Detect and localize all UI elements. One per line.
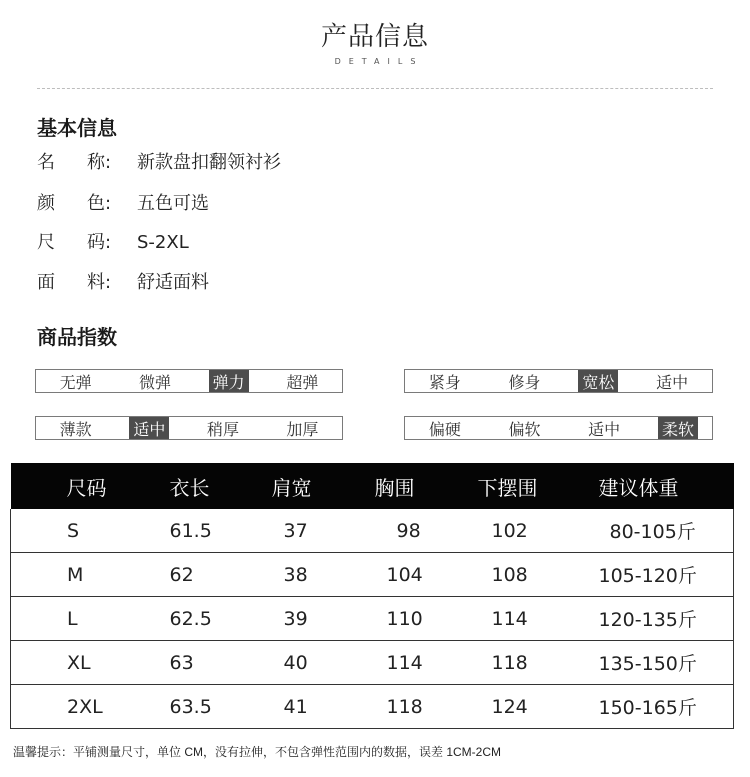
elasticity-index (35, 369, 343, 393)
info-label-a: 颜 (37, 193, 55, 214)
size-table (10, 463, 734, 729)
table-cell: 120-135斤 (599, 597, 734, 641)
info-value: 新款盘扣翻领衬衫 (137, 152, 281, 173)
info-label-a: 面 (37, 272, 55, 293)
size-table-header (11, 463, 734, 509)
info-label-b: 色: (87, 193, 112, 214)
table-cell: 37 (272, 509, 375, 553)
info-row-size (37, 229, 189, 257)
index-option: 加厚 (286, 419, 319, 439)
index-option: 无弹 (59, 372, 92, 392)
info-label-a: 名 (37, 152, 55, 173)
table-cell: 63 (170, 641, 272, 685)
index-option: 偏软 (508, 419, 541, 439)
dotted-divider (37, 88, 713, 89)
info-value: S-2XL (137, 232, 189, 253)
table-cell: 80-105斤 (599, 509, 734, 553)
table-cell: 118 (476, 641, 599, 685)
table-cell: 2XL (11, 685, 170, 729)
table-cell: 104 (375, 553, 476, 597)
table-cell: 61.5 (170, 509, 272, 553)
table-cell: 118 (375, 685, 476, 729)
table-cell: L (11, 597, 170, 641)
header-cell: 肩宽 (272, 463, 375, 509)
table-row (11, 641, 734, 685)
info-label-b: 料: (87, 272, 112, 293)
header-cell: 胸围 (375, 463, 476, 509)
info-row-color (37, 190, 209, 218)
table-cell: 62.5 (170, 597, 272, 641)
table-cell: 110 (375, 597, 476, 641)
info-value: 舒适面料 (137, 272, 209, 293)
table-cell: 102 (476, 509, 599, 553)
table-cell: 62 (170, 553, 272, 597)
measurement-note: 温馨提示：平铺测量尺寸，单位 CM，没有拉伸，不包含弹性范围内的数据，误差 1CM-2CM (13, 745, 502, 759)
table-cell: XL (11, 641, 170, 685)
basic-info-heading: 基本信息 (37, 116, 117, 140)
table-cell: 150-165斤 (599, 685, 734, 729)
table-cell: 105-120斤 (599, 553, 734, 597)
index-option-selected: 适中 (129, 417, 169, 439)
info-label-a: 尺 (37, 232, 55, 253)
index-option: 适中 (588, 419, 621, 439)
index-option: 偏硬 (428, 419, 461, 439)
header-cell: 建议体重 (599, 463, 734, 509)
page-title: 产品信息 (320, 22, 429, 52)
fit-index (404, 369, 713, 393)
thickness-index (35, 416, 343, 440)
table-cell: 114 (476, 597, 599, 641)
table-row (11, 597, 734, 641)
index-option-selected: 弹力 (209, 370, 249, 392)
page-subtitle: DETAILS (334, 57, 424, 66)
table-cell: 124 (476, 685, 599, 729)
info-row-name (37, 149, 281, 177)
index-option: 超弹 (286, 372, 319, 392)
index-option: 稍厚 (207, 419, 240, 439)
index-option: 修身 (508, 372, 541, 392)
table-cell: 39 (272, 597, 375, 641)
header-cell: 衣长 (170, 463, 272, 509)
index-option: 微弹 (138, 372, 171, 392)
index-option-selected: 宽松 (578, 370, 618, 392)
info-row-fabric (37, 269, 209, 297)
index-option: 薄款 (59, 419, 92, 439)
table-cell: 135-150斤 (599, 641, 734, 685)
index-option: 适中 (656, 372, 689, 392)
table-cell: S (11, 509, 170, 553)
table-row (11, 509, 734, 553)
softness-index (404, 416, 713, 440)
table-row (11, 685, 734, 729)
index-heading: 商品指数 (37, 325, 117, 349)
table-cell: 38 (272, 553, 375, 597)
index-option-selected: 柔软 (658, 417, 698, 439)
table-cell: M (11, 553, 170, 597)
table-row (11, 553, 734, 597)
table-cell: 108 (476, 553, 599, 597)
header-cell: 尺码 (11, 463, 170, 509)
table-cell: 98 (375, 509, 476, 553)
table-cell: 41 (272, 685, 375, 729)
info-label-b: 码: (87, 232, 112, 253)
table-cell: 114 (375, 641, 476, 685)
index-option: 紧身 (428, 372, 461, 392)
info-label-b: 称: (87, 152, 112, 173)
table-cell: 40 (272, 641, 375, 685)
info-value: 五色可选 (137, 193, 209, 214)
table-cell: 63.5 (170, 685, 272, 729)
header-cell: 下摆围 (476, 463, 599, 509)
